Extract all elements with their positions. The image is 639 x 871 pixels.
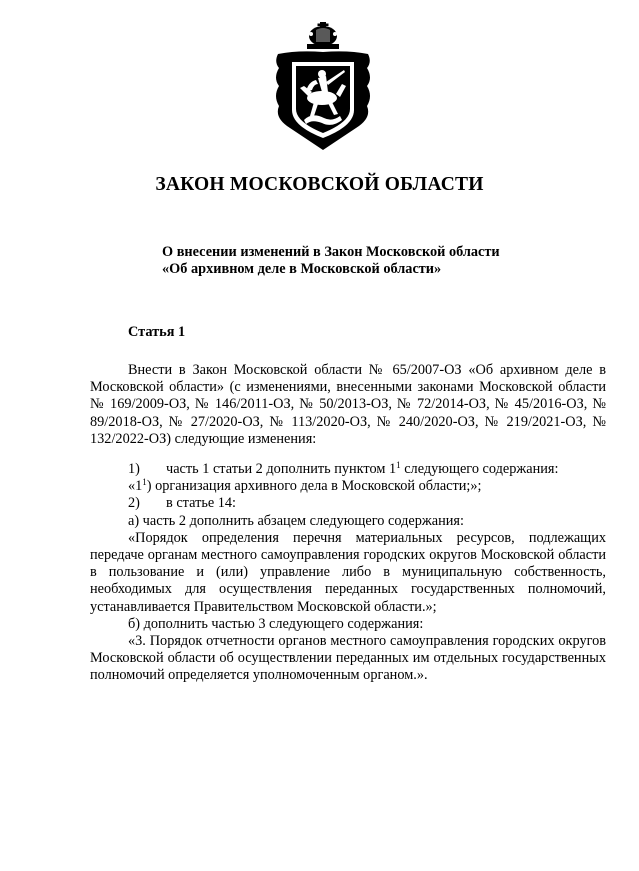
item-2a-quote: «Порядок определения перечня материальных ресурсов, подлежащих передаче органам местного самоуправления городских округов Московской области в пользование и (или) управление либо в муниципальную собственность, необходимых для осуществления переданных государственных полномочий, устанавливается Правительством Московской области.»; (90, 529, 606, 615)
item-1-text: часть 1 статьи 2 дополнить пунктом 1 (166, 461, 397, 477)
item-2a: а) часть 2 дополнить абзацем следующего содержания: (128, 512, 464, 529)
item-1-number: 1) (128, 461, 140, 477)
item-1 (90, 461, 606, 478)
item-2 (90, 495, 606, 512)
item-2b: б) дополнить частью 3 следующего содержания: (128, 615, 424, 632)
intro-paragraph: Внести в Закон Московской области № 65/2007-ОЗ «Об архивном деле в Московской области» (с изменениями, внесенными законами Московской области № 169/2009-ОЗ, № 146/2011-ОЗ, № 50/2013-ОЗ, № 72/2014-ОЗ, № 45/2016-ОЗ, № 89/2018-ОЗ, № 27/2020-ОЗ, № 113/2020-ОЗ, № 240/2020-ОЗ, № 219/2021-ОЗ, № 132/2022-ОЗ) следующие изменения: (90, 362, 606, 447)
item-1-quote (90, 478, 606, 495)
item-2-text: в статье 14: (166, 495, 237, 512)
item-1-quote-superscript: 1 (142, 477, 147, 488)
item-1-text-after: следующего содержания: (400, 461, 559, 477)
article-heading: Статья 1 (128, 324, 186, 340)
item-1-quote-open: «1 (128, 478, 143, 495)
law-subtitle (162, 244, 500, 278)
moscow-oblast-coat-of-arms-icon (270, 22, 376, 152)
item-2b-quote: «3. Порядок отчетности органов местного самоуправления городских округов Московской области об осуществлении переданных им отдельных государственных полномочий определяется уполномоченным органом.». (90, 633, 606, 684)
subtitle-line-1: О внесении изменений в Закон Московской области (162, 244, 500, 260)
law-title: ЗАКОН МОСКОВСКОЙ ОБЛАСТИ (155, 174, 484, 195)
item-1-superscript: 1 (396, 460, 401, 470)
amendments-list (90, 461, 606, 685)
subtitle-line-2: «Об архивном деле в Московской области» (162, 261, 442, 277)
article-intro (90, 362, 606, 448)
item-1-quote-text: ) организация архивного дела в Московской области;»; (146, 478, 482, 495)
item-2-number: 2) (128, 495, 140, 512)
